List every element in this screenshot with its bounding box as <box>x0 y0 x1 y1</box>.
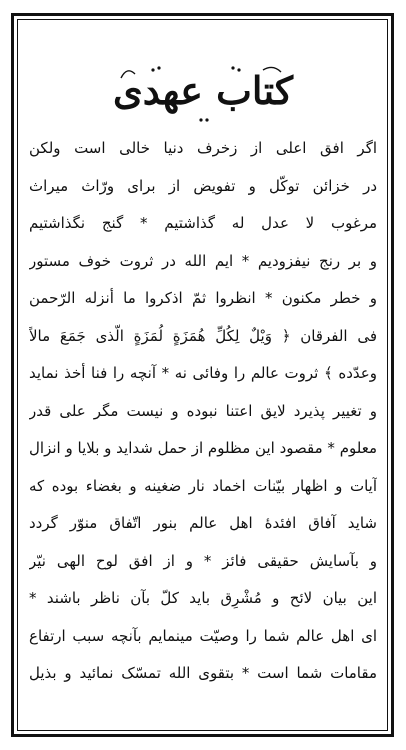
text-line: اگر افق اعلی از زخرف دنیا خالی است ولکن <box>29 139 377 157</box>
text-line: فی الفرقان ﴿ وَیْلٌ لِکُلِّ هُمَزَةٍ لُمَزَةٍ الّذی جَمَعَ مالاً <box>29 326 377 345</box>
text-line: وعدّده ﴾ ثروت عالم را وفائی نه * آنچه را فنا أخذ نماید <box>29 364 377 382</box>
text-line: شاید آفاق افئدهٔ اهل عالم بنور اتّفاق منوّر گردد <box>29 514 377 532</box>
page-title: کتاب عهدی <box>112 67 294 113</box>
title-block <box>0 54 406 126</box>
text-line: مقامات شما است * بتقوی الله تمسّک نمائید و بذیل <box>29 664 377 682</box>
text-line: این بیان لائح و مُشْرِق باید کلّ بآن ناظر باشند * <box>29 589 377 607</box>
text-line: آیات و اظهار بیّنات اخماد نار ضغینه و بغضاء بوده که <box>29 476 377 495</box>
text-line: و بر رنج نیفزودیم * ایم الله در ثروت خوف مستور <box>29 251 377 270</box>
text-line: مرغوب لا عدل له گذاشتیم * گنج نگذاشتیم <box>29 214 377 232</box>
text-line: در خزائن توکّل و تفویض از برای ورّاث میراث <box>29 176 377 195</box>
text-line: معلوم * مقصود این مظلوم از حمل شداید و بلایا و انزال <box>29 439 377 457</box>
text-line: و بآسایش حقیقی فائز * و از افق لوح الهی نیّر <box>29 551 377 570</box>
body-text <box>29 130 377 726</box>
text-line: ای اهل عالم شما را وصیّت مینمایم بآنچه سبب ارتفاع <box>29 626 377 645</box>
text-line: و تغییر پذیرد لایق اعتنا نبوده و نیست مگر علی قدر <box>29 401 377 420</box>
text-line: و خطر مکنون * انظروا ثمّ اذکروا ما أنزله الرّحمن <box>29 289 377 307</box>
